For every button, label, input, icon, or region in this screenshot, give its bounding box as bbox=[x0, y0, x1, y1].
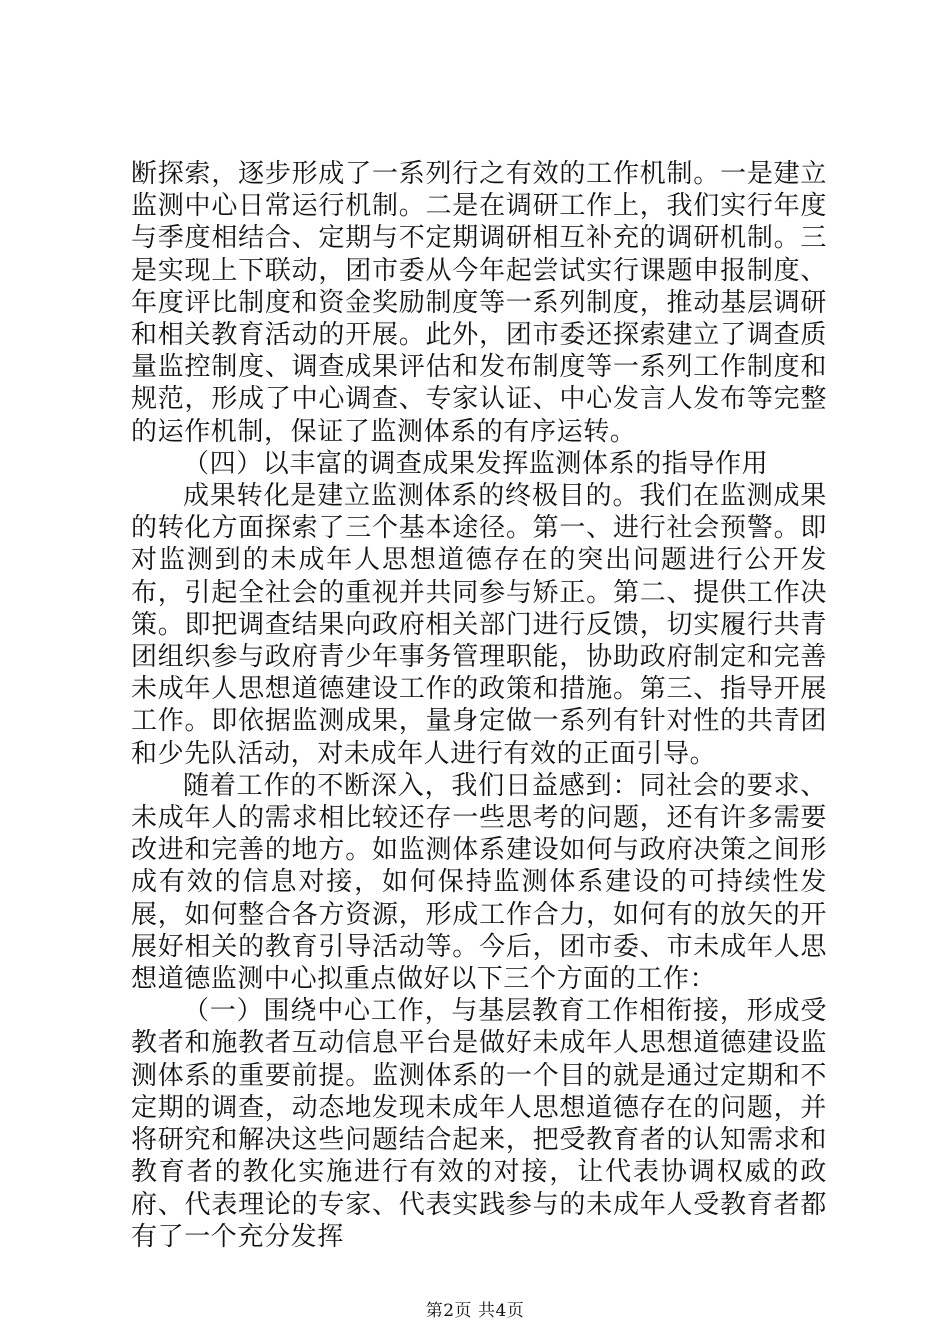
paragraph-1: 断探索，逐步形成了一系列行之有效的工作机制。一是建立监测中心日常运行机制。二是在调研工作上，我们实行年度与季度相结合、定期与不定期调研相互补充的调研机制。三是实现上下联动，团市委从今年起尝试实行课题申报制度、年度评比制度和资金奖励制度等一系列制度，推动基层调研和相关教育活动的开展。此外，团市委还探索建立了调查质量监控制度、调查成果评估和发布制度等一系列工作制度和规范，形成了中心调查、专家认证、中心发言人发布等完整的运作机制，保证了监测体系的有序运转。 bbox=[131, 159, 827, 447]
paragraph-2: 成果转化是建立监测体系的终极目的。我们在监测成果的转化方面探索了三个基本途径。第一、进行社会预警。即对监测到的未成年人思想道德存在的突出问题进行公开发布，引起全社会的重视并共同参与矫正。第二、提供工作决策。即把调查结果向政府相关部门进行反馈，切实履行共青团组织参与政府青少年事务管理职能，协助政府制定和完善未成年人思想道德建设工作的政策和措施。第三、指导开展工作。即依据监测成果，量身定做一系列有针对性的共青团和少先队活动，对未成年人进行有效的正面引导。 bbox=[131, 481, 827, 769]
paragraph-3: 随着工作的不断深入，我们日益感到：同社会的要求、未成年人的需求相比较还存一些思考的问题，还有许多需要改进和完善的地方。如监测体系建设如何与政府决策之间形成有效的信息对接，如何保持监测体系建设的可持续性发展，如何整合各方资源，形成工作合力，如何有的放矢的开展好相关的教育引导活动等。今后，团市委、市未成年人思想道德监测中心拟重点做好以下三个方面的工作： bbox=[131, 770, 827, 995]
page-footer: 第2页 共4页 bbox=[425, 1301, 525, 1321]
body-text bbox=[131, 158, 827, 1253]
paragraph-4: （一）围绕中心工作，与基层教育工作相衔接，形成受教者和施教者互动信息平台是做好未成年人思想道德建设监测体系的重要前提。监测体系的一个目的就是通过定期和不定期的调查，动态地发现未成年人思想道德存在的问题，并将研究和解决这些问题结合起来，把受教育者的认知需求和教育者的教化实施进行有效的对接，让代表协调权威的政府、代表理论的专家、代表实践参与的未成年人受教育者都有了一个充分发挥 bbox=[131, 996, 827, 1252]
section-heading-4: （四）以丰富的调查成果发挥监测体系的指导作用 bbox=[183, 448, 769, 479]
